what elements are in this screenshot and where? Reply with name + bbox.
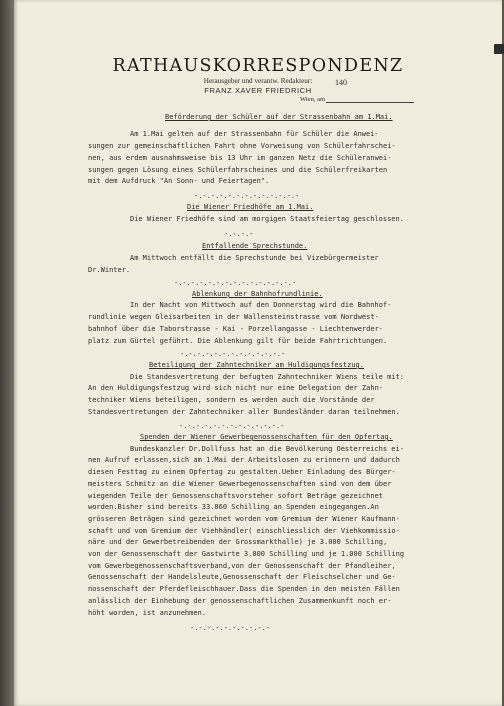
section-heading: Spenden der Wiener Gewerbegenossenschaften für den Opfertag. bbox=[140, 433, 393, 441]
text-line: -.-.-.-.-.-.-.-.-.-.-.-.- bbox=[179, 422, 285, 430]
text-line: An den Huldigungsfestzug wird sich nicht nur eine Delegation der Zahn- bbox=[88, 384, 384, 392]
text-line: Die Wiener Friedhöfe sind am morgigen Staatsfeiertag geschlossen. bbox=[130, 215, 404, 223]
text-line: anlässlich der Einhebung der genossenschaftlichen Zusammenkunft noch er- bbox=[88, 597, 392, 605]
text-line: -.-.-.-.-.-.-.-.-.-.-.-.- bbox=[180, 350, 286, 358]
text-line: grösseren Beträgen sind gezeichnet worden vom Gremium der Wiener Kaufmann- bbox=[88, 515, 400, 523]
text-line: -.-.-.- bbox=[224, 230, 254, 238]
text-line: näre und der Gewerbetreibenden der Grossmarkthalle) je 3.000 Schilling, bbox=[88, 538, 388, 546]
text-line: bahnhof über die Taborstrasse - Kai - Porzellangasse - Liechtenwerder- bbox=[88, 325, 384, 333]
text-line: techniker Wiens beteiligen, sondern es werden auch die Vorstände der bbox=[88, 396, 375, 404]
issue-number: 140 bbox=[335, 78, 347, 87]
section-heading: Entfallende Sprechstunde. bbox=[202, 242, 308, 250]
text-line: von der Genossenschaft der Gastwirte 3.000 Schilling und je 1.000 Schilling bbox=[88, 550, 405, 558]
section-heading: Beteiligung der Zahntechniker am Huldigungsfestzug. bbox=[149, 361, 364, 369]
text-line: Dr.Winter. bbox=[88, 266, 131, 274]
editor-name: FRANZ XAVER FRIEDRICH bbox=[204, 86, 312, 95]
text-line: nen, aus erdem ausnahmsweise bis 13 Uhr im ganzen Netz die Schüleranwei- bbox=[88, 154, 392, 162]
text-line: nen Aufruf erlassen,sich am 1.Mai der Arbeitslosen zu erinnern und dadurch bbox=[88, 456, 400, 464]
text-line: worden.Bisher sind bereits 33.860 Schilling an Spenden eingegangen.An bbox=[88, 503, 379, 511]
text-line: rundlinie wegen Gleisarbeiten in der Wallensteinstrasse vom Nordwest- bbox=[88, 313, 379, 321]
text-line: nossenschaft der Pferdefleischhauer.Dass die Spenden in den meisten Fällen bbox=[88, 585, 400, 593]
text-line: wiegenden Teile der Genossenschaftsvorsteher sofort Beträge gezeichnet bbox=[88, 492, 384, 500]
text-line: Bundeskanzler Dr.Dollfuss hat an die Bevölkerung Oesterreichs ei- bbox=[130, 445, 404, 453]
text-line: Genossenschaft der Handelsleute,Genossenschaft der Fleischselcher und Ge- bbox=[88, 573, 396, 581]
text-line: mit dem Aufdruck "An Sonn- und Feiertagen". bbox=[88, 177, 270, 185]
place-date-label: Wien, am bbox=[300, 96, 326, 103]
document-page bbox=[14, 0, 502, 706]
text-line: Die Standesvertretung der befugten Zahntechniker Wiens teile mit: bbox=[130, 373, 404, 381]
text-line: schaft und vom Gremium der Viehhändler( einschliesslich der Viehkommissio- bbox=[88, 527, 400, 535]
text-line: höht worden, ist anzunehmen. bbox=[88, 609, 207, 617]
text-line: In der Nacht von Mittwoch auf den Donnerstag wird die Bahnhof- bbox=[130, 301, 392, 309]
date-line bbox=[326, 102, 414, 103]
text-line: -.-.-.-.-.-.-.-.-.-.-.-.-.-.- bbox=[174, 279, 297, 287]
editor-block bbox=[14, 77, 502, 95]
text-line: -.-.-.-.-.-.-.-.-.-.-.-.- bbox=[194, 192, 300, 200]
text-line: sungen gegen Lösung eines Schülerfahrscheines und die Schülerfreikarten bbox=[88, 166, 388, 174]
text-line: Standesvertretungen der Zahntechniker aller Bundesländer daran teilnehmen. bbox=[88, 408, 400, 416]
text-line: vom Gewerbegenossenschaftsverband,von der Genossenschaft der Pfandleiher, bbox=[88, 562, 396, 570]
text-line: sungen zur gemeinschaftlichen Fahrt ohne Vorweisung von Schülerfahrschei- bbox=[88, 142, 396, 150]
text-line: Am Mittwoch entfällt die Sprechstunde bei Vizebürgermeister bbox=[130, 254, 379, 262]
newsletter-title: RATHAUSKORRESPONDENZ bbox=[112, 56, 404, 76]
archive-tab bbox=[494, 44, 504, 54]
editor-label: Herausgeber und verantw. Redakteur: bbox=[203, 77, 313, 85]
text-line: -.-.-.-.-.-.-.-.-.- bbox=[190, 624, 271, 632]
text-line: diesen Festtag zu einem Opfertag zu gestalten.Ueber Einladung des Bürger- bbox=[88, 468, 396, 476]
section-heading: Die Wiener Friedhöfe am 1.Mai. bbox=[187, 203, 314, 211]
text-line: Am 1.Mai gelten auf der Strassenbahn für Schüler die Anwei- bbox=[130, 130, 379, 138]
text-line: platz zum Gürtel geführt. Die Ablenkung gilt für beide Fahrtrichtungen. bbox=[88, 337, 388, 345]
section-heading: Ablenkung der Bahnhofrundlinie. bbox=[192, 290, 323, 298]
binding-spine bbox=[0, 0, 14, 706]
text-line: meisters Schmitz an die Wiener Gewerbegenossenschaften sind von dem über bbox=[88, 480, 392, 488]
section-heading: Beförderung der Schüler auf der Strassenbahn am 1.Mai. bbox=[165, 113, 393, 121]
